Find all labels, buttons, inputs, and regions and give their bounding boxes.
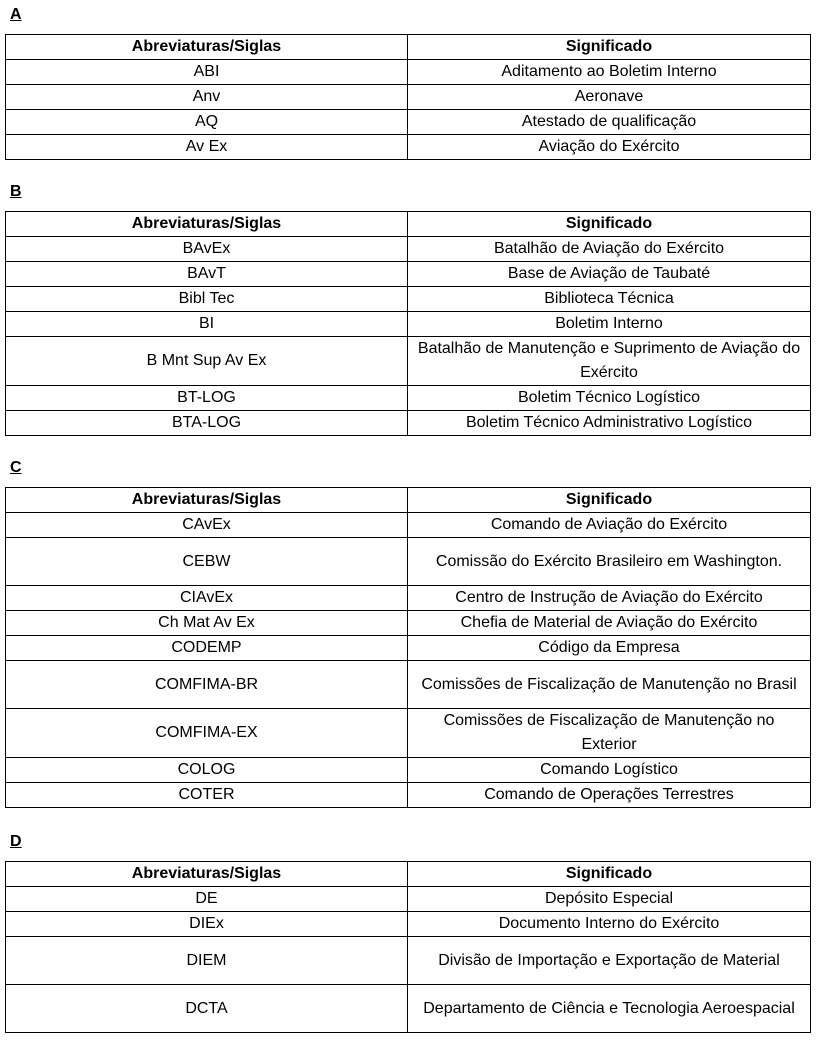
meaning-cell: Comando Logístico — [408, 758, 811, 783]
section-letter-c: C — [10, 459, 22, 476]
table-header-row — [6, 488, 811, 513]
meaning-cell: Código da Empresa — [408, 636, 811, 661]
abbreviation-cell: CIAvEx — [6, 586, 408, 611]
section-letter-d: D — [10, 833, 22, 850]
column-header-meaning: Significado — [408, 35, 811, 60]
abbreviations-table-a — [5, 34, 811, 160]
abbreviation-cell: CODEMP — [6, 636, 408, 661]
abbreviation-cell: Bibl Tec — [6, 287, 408, 312]
abbreviation-cell: Ch Mat Av Ex — [6, 611, 408, 636]
table-row — [6, 110, 811, 135]
column-header-abbreviation: Abreviaturas/Siglas — [6, 212, 408, 237]
table-row — [6, 386, 811, 411]
abbreviation-cell: Anv — [6, 85, 408, 110]
table-row — [6, 513, 811, 538]
table-row — [6, 758, 811, 783]
table-row — [6, 411, 811, 436]
abbreviation-cell: COMFIMA-EX — [6, 709, 408, 758]
table-row — [6, 237, 811, 262]
table-row — [6, 538, 811, 586]
abbreviations-table-b — [5, 211, 811, 436]
table-row — [6, 586, 811, 611]
table-row — [6, 912, 811, 937]
meaning-cell: Boletim Interno — [408, 312, 811, 337]
table-row — [6, 262, 811, 287]
column-header-meaning: Significado — [408, 212, 811, 237]
table-row — [6, 60, 811, 85]
meaning-cell: Comissão do Exército Brasileiro em Washington. — [408, 538, 811, 586]
abbreviation-cell: B Mnt Sup Av Ex — [6, 337, 408, 386]
meaning-cell: Aditamento ao Boletim Interno — [408, 60, 811, 85]
abbreviation-cell: BT-LOG — [6, 386, 408, 411]
column-header-abbreviation: Abreviaturas/Siglas — [6, 862, 408, 887]
meaning-cell: Departamento de Ciência e Tecnologia Aeroespacial — [408, 985, 811, 1033]
meaning-cell: Boletim Técnico Administrativo Logístico — [408, 411, 811, 436]
meaning-cell: Aviação do Exército — [408, 135, 811, 160]
column-header-abbreviation: Abreviaturas/Siglas — [6, 35, 408, 60]
section-letter-a: A — [10, 6, 22, 23]
column-header-meaning: Significado — [408, 488, 811, 513]
table-row — [6, 937, 811, 985]
meaning-cell: Comando de Operações Terrestres — [408, 783, 811, 808]
meaning-cell: Chefia de Material de Aviação do Exército — [408, 611, 811, 636]
meaning-cell: Depósito Especial — [408, 887, 811, 912]
abbreviation-cell: BI — [6, 312, 408, 337]
table-header-row — [6, 35, 811, 60]
meaning-cell: Comissões de Fiscalização de Manutenção no Brasil — [408, 661, 811, 709]
meaning-cell: Boletim Técnico Logístico — [408, 386, 811, 411]
meaning-cell: Batalhão de Manutenção e Suprimento de Aviação do Exército — [408, 337, 811, 386]
abbreviation-cell: DIEx — [6, 912, 408, 937]
abbreviation-cell: DE — [6, 887, 408, 912]
table-row — [6, 135, 811, 160]
abbreviation-cell: COMFIMA-BR — [6, 661, 408, 709]
table-row — [6, 287, 811, 312]
meaning-cell: Comando de Aviação do Exército — [408, 513, 811, 538]
abbreviation-cell: DCTA — [6, 985, 408, 1033]
table-row — [6, 85, 811, 110]
abbreviation-cell: DIEM — [6, 937, 408, 985]
table-row — [6, 985, 811, 1033]
meaning-cell: Divisão de Importação e Exportação de Material — [408, 937, 811, 985]
abbreviation-cell: ABI — [6, 60, 408, 85]
table-row — [6, 887, 811, 912]
meaning-cell: Atestado de qualificação — [408, 110, 811, 135]
abbreviation-cell: BTA-LOG — [6, 411, 408, 436]
abbreviation-cell: CEBW — [6, 538, 408, 586]
meaning-cell: Aeronave — [408, 85, 811, 110]
meaning-cell: Biblioteca Técnica — [408, 287, 811, 312]
table-header-row — [6, 212, 811, 237]
column-header-abbreviation: Abreviaturas/Siglas — [6, 488, 408, 513]
abbreviation-cell: BAvT — [6, 262, 408, 287]
abbreviation-cell: AQ — [6, 110, 408, 135]
table-row — [6, 661, 811, 709]
meaning-cell: Comissões de Fiscalização de Manutenção no Exterior — [408, 709, 811, 758]
table-row — [6, 337, 811, 386]
abbreviation-cell: Av Ex — [6, 135, 408, 160]
section-letter-b: B — [10, 183, 22, 200]
meaning-cell: Batalhão de Aviação do Exército — [408, 237, 811, 262]
column-header-meaning: Significado — [408, 862, 811, 887]
abbreviation-cell: COLOG — [6, 758, 408, 783]
meaning-cell: Base de Aviação de Taubaté — [408, 262, 811, 287]
abbreviations-table-d — [5, 861, 811, 1033]
table-row — [6, 611, 811, 636]
table-header-row — [6, 862, 811, 887]
table-row — [6, 783, 811, 808]
abbreviation-cell: BAvEx — [6, 237, 408, 262]
abbreviation-cell: COTER — [6, 783, 408, 808]
abbreviations-table-c — [5, 487, 811, 808]
abbreviation-cell: CAvEx — [6, 513, 408, 538]
meaning-cell: Documento Interno do Exército — [408, 912, 811, 937]
table-row — [6, 636, 811, 661]
table-row — [6, 709, 811, 758]
table-row — [6, 312, 811, 337]
meaning-cell: Centro de Instrução de Aviação do Exército — [408, 586, 811, 611]
